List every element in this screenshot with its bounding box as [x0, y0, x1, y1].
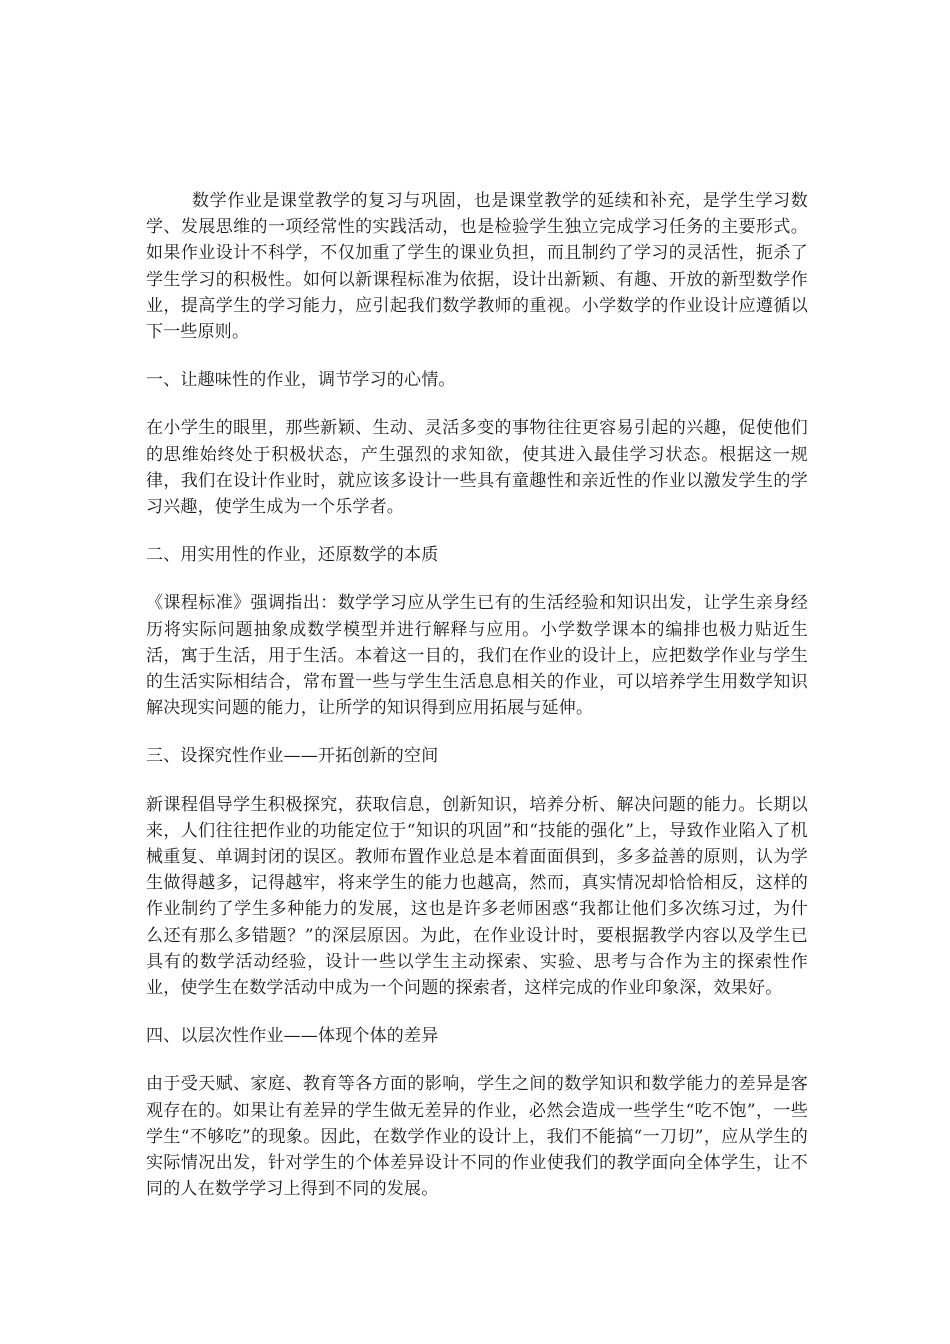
- spacer: [146, 1049, 808, 1071]
- section-body-1: 在小学生的眼里，那些新颖、生动、灵活多变的事物往往更容易引起的兴趣，促使他们的思维始终处于积极状态，产生强烈的求知欲，使其进入最佳学习状态。根据这一规律，我们在设计作业时，就应该多设计一些具有童趣性和亲近性的作业以激发学生的学习兴趣，使学生成为一个乐学者。: [146, 418, 808, 518]
- section-heading-1: 一、让趣味性的作业，调节学习的心情。: [146, 370, 456, 391]
- spacer: [146, 520, 808, 542]
- section-body-2: 《课程标准》强调指出：数学学习应从学生已有的生活经验和知识出发，让学生亲身经历将实际问题抽象成数学模型并进行解释与应用。小学数学课本的编排也极力贴近生活，寓于生活，用于生活。本着这一目的，我们在作业的设计上，应把数学作业与学生的生活实际相结合，常布置一些与学生生活息息相关的作业，可以培养学生用数学知识解决现实问题的能力，让所学的知识得到应用拓展与延伸。: [146, 593, 808, 719]
- spacer: [146, 393, 808, 415]
- spacer: [146, 568, 808, 590]
- section-heading-4: 四、以层次性作业——体现个体的差异: [146, 1026, 439, 1047]
- section-body-4: 由于受天赋、家庭、教育等各方面的影响，学生之间的数学知识和数学能力的差异是客观存在的。如果让有差异的学生做无差异的作业，必然会造成一些学生“吃不饱”，一些学生“不够吃”的现象。因此，在数学作业的设计上，我们不能搞“一刀切”，应从学生的实际情况出发，针对学生的个体差异设计不同的作业使我们的教学面向全体学生，让不同的人在数学学习上得到不同的发展。: [146, 1074, 808, 1200]
- intro-paragraph: 数学作业是课堂教学的复习与巩固，也是课堂教学的延续和补充，是学生学习数学、发展思维的一项经常性的实践活动，也是检验学生独立完成学习任务的主要形式。如果作业设计不科学，不仅加重了学生的课业负担，而且制约了学习的灵活性，扼杀了学生学习的积极性。如何以新课程标准为依据，设计出新颖、有趣、开放的新型数学作业，提高学生的学习能力，应引起我们数学教师的重视。小学数学的作业设计应遵循以下一些原则。: [146, 191, 808, 343]
- spacer: [146, 721, 808, 743]
- section-heading-3: 三、设探究性作业——开拓创新的空间: [146, 746, 439, 767]
- section-heading-2: 二、用实用性的作业，还原数学的本质: [146, 545, 439, 566]
- spacer: [146, 345, 808, 367]
- document-body: [146, 188, 808, 1203]
- spacer: [146, 770, 808, 792]
- spacer: [146, 1001, 808, 1023]
- section-body-3: 新课程倡导学生积极探究，获取信息，创新知识，培养分析、解决问题的能力。长期以来，人们往往把作业的功能定位于“知识的巩固”和“技能的强化”上，导致作业陷入了机械重复、单调封闭的误区。教师布置作业总是本着面面俱到，多多益善的原则，认为学生做得越多，记得越牢，将来学生的能力也越高，然而，真实情况却恰恰相反，这样的作业制约了学生多种能力的发展，这也是许多老师困惑“我都让他们多次练习过，为什么还有那么多错题？”的深层原因。为此，在作业设计时，要根据教学内容以及学生已具有的数学活动经验，设计一些以学生主动探索、实验、思考与合作为主的探索性作业，使学生在数学活动中成为一个问题的探索者，这样完成的作业印象深，效果好。: [146, 794, 808, 999]
